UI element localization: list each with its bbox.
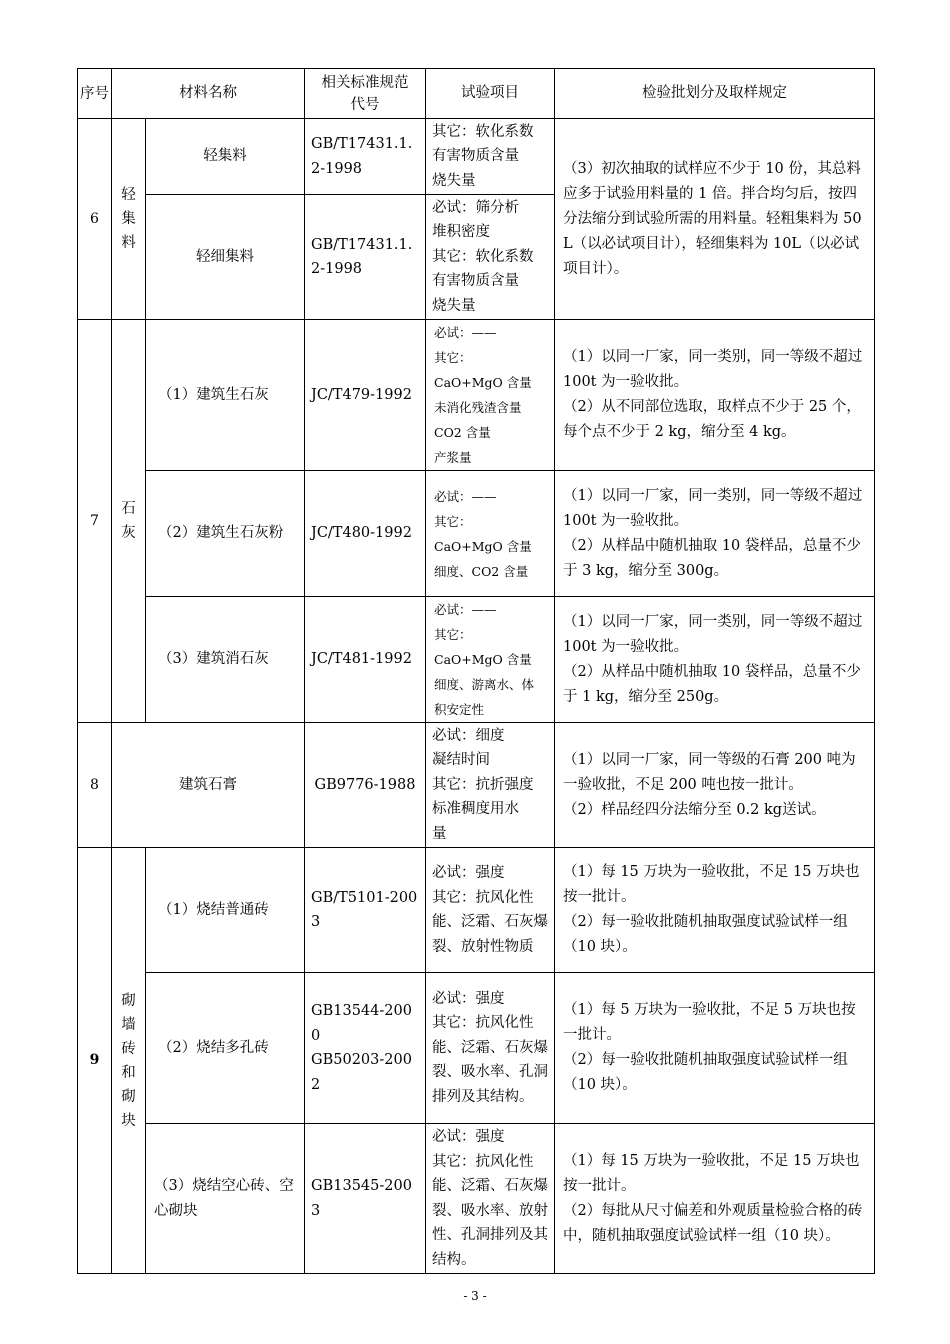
material-name: （1）烧结普通砖	[146, 848, 305, 973]
standard-code: GB/T5101-2003	[305, 848, 426, 973]
standard-code: JC/T479-1992	[305, 320, 426, 471]
sampling-rule: （1）以同一厂家，同一等级的石膏 200 吨为一验收批，不足 200 吨也按一批计。 （2）样品经四分法缩分至 0.2 kg送试。	[555, 723, 875, 848]
material-test-table	[77, 68, 875, 1274]
material-name: （3）烧结空心砖、空心砌块	[146, 1124, 305, 1274]
material-name: （2）建筑生石灰粉	[146, 471, 305, 597]
table-row	[78, 597, 875, 723]
material-group: 轻 集 料	[112, 119, 146, 320]
material-name: （1）建筑生石灰	[146, 320, 305, 471]
material-group: 石 灰	[112, 320, 146, 723]
table-row	[78, 471, 875, 597]
table-header-row	[78, 69, 875, 119]
material-name: （3）建筑消石灰	[146, 597, 305, 723]
sampling-rule: （3）初次抽取的试样应不少于 10 份，其总料应多于试验用料量的 1 倍。拌合均匀后，按四分法缩分到试验所需的用料量。轻粗集料为 50L（以必试项目计），轻细集料为 10L（以必试项目计）。	[555, 119, 875, 320]
standard-code: GB/T17431.1.2-1998	[305, 195, 426, 320]
standard-code: JC/T481-1992	[305, 597, 426, 723]
test-items: 其它：软化系数 有害物质含量 烧失量	[426, 119, 555, 195]
row-number: 7	[78, 320, 112, 723]
row-number: 8	[78, 723, 112, 848]
spec-table-page	[77, 68, 874, 1274]
sampling-rule: （1）以同一厂家，同一类别，同一等级不超过 100t 为一验收批。 （2）从不同部位选取，取样点不少于 25 个，每个点不少于 2 kg，缩分至 4 kg。	[555, 320, 875, 471]
material-name: 建筑石膏	[112, 723, 305, 848]
standard-code: GB/T17431.1.2-1998	[305, 119, 426, 195]
row-number: 9	[78, 848, 112, 1274]
table-row	[78, 848, 875, 973]
test-items: 必试：—— 其它： CaO+MgO 含量 细度、CO2 含量	[426, 471, 555, 597]
test-items: 必试：细度 凝结时间 其它：抗折强度 标准稠度用水 量	[426, 723, 555, 848]
header-sampling: 检验批划分及取样规定	[555, 69, 875, 119]
table-row	[78, 119, 875, 195]
standard-code: GB13545-2003	[305, 1124, 426, 1274]
header-material: 材料名称	[112, 69, 305, 119]
material-name: 轻细集料	[146, 195, 305, 320]
test-items: 必试：强度 其它：抗风化性能、泛霜、石灰爆裂、吸水率、放射性、孔洞排列及其结构。	[426, 1124, 555, 1274]
sampling-rule: （1）每 15 万块为一验收批，不足 15 万块也按一批计。 （2）每批从尺寸偏差和外观质量检验合格的砖中，随机抽取强度试验试样一组（10 块）。	[555, 1124, 875, 1274]
header-no: 序号	[78, 69, 112, 119]
header-test-items: 试验项目	[426, 69, 555, 119]
table-row	[78, 973, 875, 1124]
test-items: 必试：—— 其它： CaO+MgO 含量 细度、游离水、体积安定性	[426, 597, 555, 723]
standard-code: GB9776-1988	[305, 723, 426, 848]
page-number: - 3 -	[463, 1289, 487, 1303]
row-number: 6	[78, 119, 112, 320]
test-items: 必试：—— 其它： CaO+MgO 含量 未消化残渣含量 CO2 含量 产浆量	[426, 320, 555, 471]
material-name: （2）烧结多孔砖	[146, 973, 305, 1124]
test-items: 必试：强度 其它：抗风化性能、泛霜、石灰爆裂、放射性物质	[426, 848, 555, 973]
sampling-rule: （1）每 15 万块为一验收批，不足 15 万块也按一批计。 （2）每一验收批随机抽取强度试验试样一组（10 块）。	[555, 848, 875, 973]
header-standard: 相关标准规范代号	[305, 69, 426, 119]
material-group: 砌 墙 砖 和 砌 块	[112, 848, 146, 1274]
sampling-rule: （1）以同一厂家，同一类别，同一等级不超过 100t 为一验收批。 （2）从样品中随机抽取 10 袋样品，总量不少于 3 kg，缩分至 300g。	[555, 471, 875, 597]
sampling-rule: （1）以同一厂家，同一类别，同一等级不超过 100t 为一验收批。 （2）从样品中随机抽取 10 袋样品，总量不少于 1 kg，缩分至 250g。	[555, 597, 875, 723]
sampling-rule: （1）每 5 万块为一验收批，不足 5 万块也按一批计。 （2）每一验收批随机抽取强度试验试样一组（10 块）。	[555, 973, 875, 1124]
standard-code: GB13544-2000 GB50203-2002	[305, 973, 426, 1124]
test-items: 必试：强度 其它：抗风化性能、泛霜、石灰爆裂、吸水率、孔洞排列及其结构。	[426, 973, 555, 1124]
table-row	[78, 320, 875, 471]
material-name: 轻集料	[146, 119, 305, 195]
table-row	[78, 723, 875, 848]
standard-code: JC/T480-1992	[305, 471, 426, 597]
table-row	[78, 1124, 875, 1274]
test-items: 必试：筛分析 堆积密度 其它：软化系数 有害物质含量 烧失量	[426, 195, 555, 320]
